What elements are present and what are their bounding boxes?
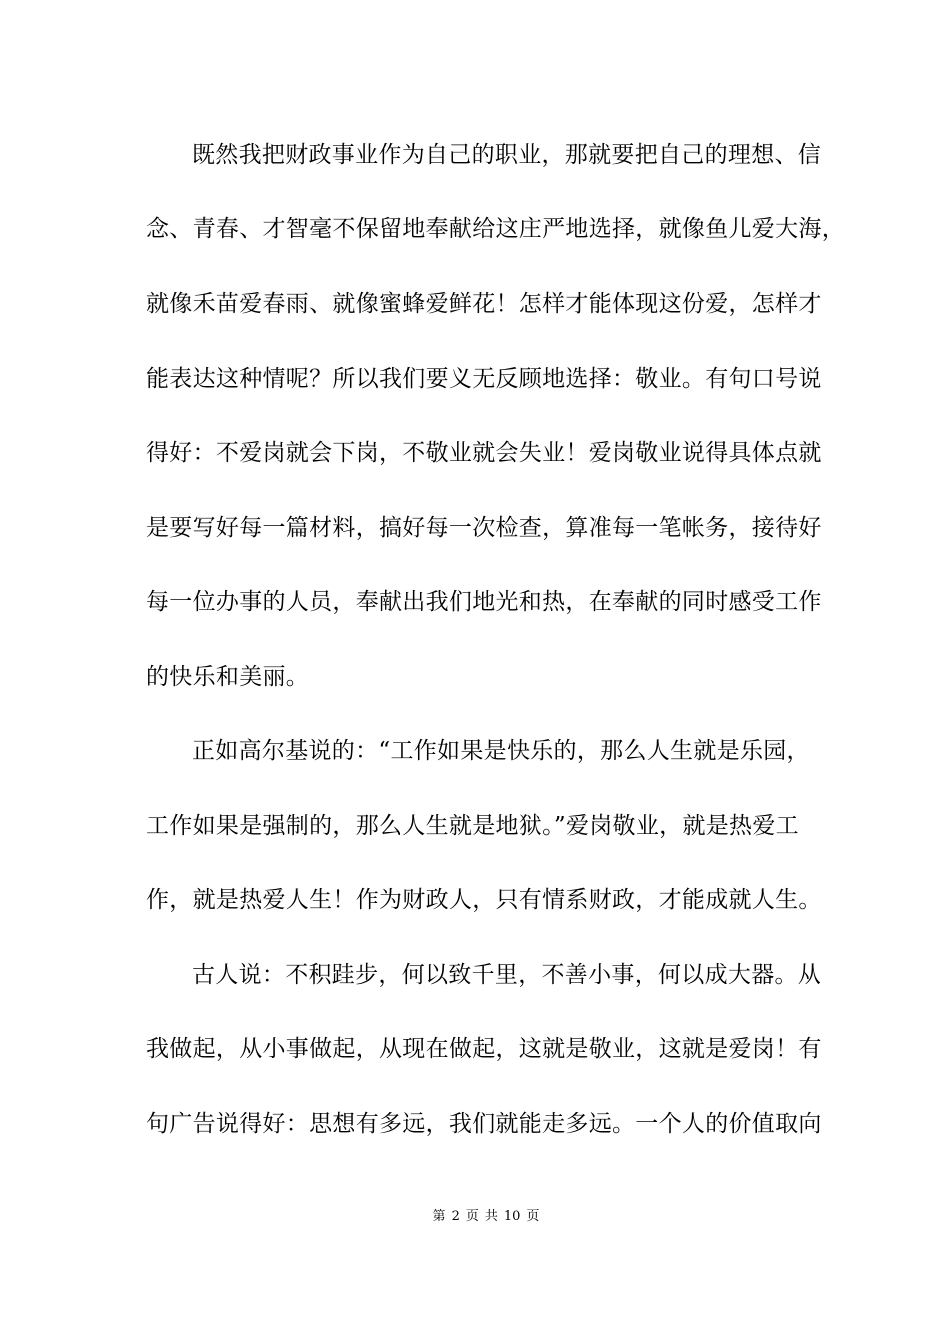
paragraph-2-line-2: 工作如果是强制的，那么人生就是地狱。”爱岗敬业，就是热爱工 — [146, 813, 799, 839]
footer-total-pages: 10 — [503, 1209, 521, 1224]
page-footer — [0, 1207, 950, 1227]
paragraph-3-line-1: 古人说：不积跬步，何以致千里，不善小事，何以成大器。从 — [192, 962, 822, 988]
paragraph-1-line-3: 就像禾苗爱春雨、就像蜜蜂爱鲜花！怎样才能体现这份爱，怎样才 — [146, 291, 822, 317]
footer-total-prefix: 共 — [484, 1209, 498, 1224]
paragraph-1-line-1: 既然我把财政事业作为自己的职业，那就要把自己的理想、信 — [192, 142, 822, 168]
paragraph-1-line-5: 得好：不爱岗就会下岗，不敬业就会失业！爱岗敬业说得具体点就 — [146, 440, 822, 466]
paragraph-1-line-2: 念、青春、才智毫不保留地奉献给这庄严地选择，就像鱼儿爱大海， — [146, 216, 845, 242]
paragraph-1-line-6: 是要写好每一篇材料，搞好每一次检查，算准每一笔帐务，接待好 — [146, 515, 822, 541]
footer-prefix: 第 — [432, 1209, 446, 1224]
footer-total-unit: 页 — [526, 1209, 540, 1224]
footer-current-page: 2 — [451, 1209, 460, 1224]
paragraph-3-line-2: 我做起，从小事做起，从现在做起，这就是敬业，这就是爱岗！有 — [146, 1036, 822, 1062]
paragraph-1-line-7: 每一位办事的人员，奉献出我们地光和热，在奉献的同时感受工作 — [146, 589, 822, 615]
paragraph-2-line-3: 作，就是热爱人生！作为财政人，只有情系财政，才能成就人生。 — [146, 887, 822, 913]
paragraph-1-line-8: 的快乐和美丽。 — [146, 664, 310, 690]
paragraph-1-line-4: 能表达这种情呢？所以我们要义无反顾地选择：敬业。有句口号说 — [146, 366, 822, 392]
footer-page-unit: 页 — [465, 1209, 479, 1224]
paragraph-2-line-1: 正如高尔基说的：“工作如果是快乐的，那么人生就是乐园， — [192, 738, 810, 764]
paragraph-3-line-3: 句广告说得好：思想有多远，我们就能走多远。一个人的价值取向 — [146, 1111, 822, 1137]
